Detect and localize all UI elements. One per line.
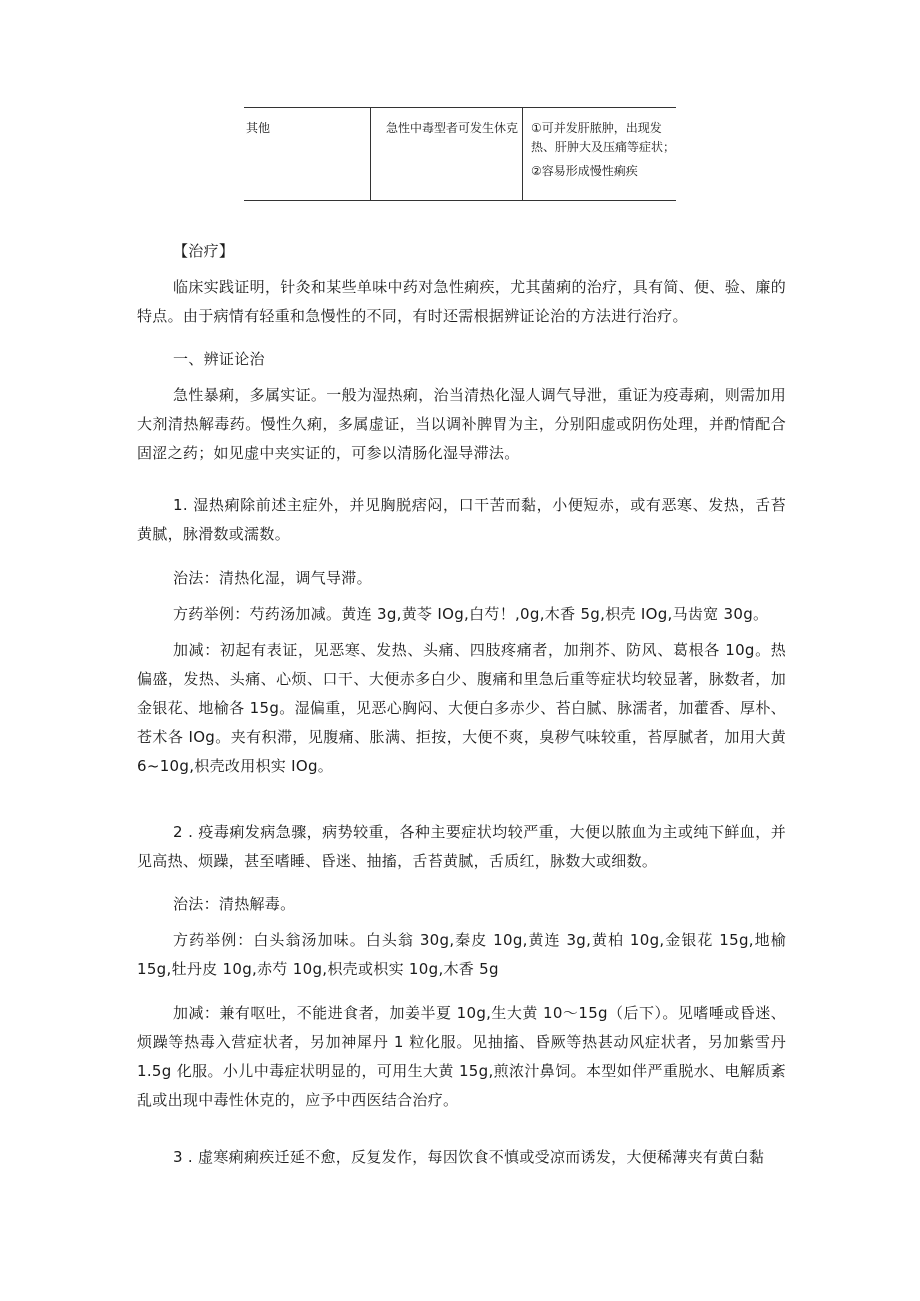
cell-text: 急性中毒型者可发生休克 xyxy=(386,121,519,135)
subsection-heading: 一、辨证论治 xyxy=(173,350,265,368)
section-heading: 【治疗】 xyxy=(173,242,235,260)
table-note: ①可并发肝脓肿，出现发热、肝肿大及压痛等症状； xyxy=(531,121,676,154)
paragraph: 3 . 虚寒痢痢疾迁延不愈，反复发作，每因饮食不慎或受凉而诱发，大便稀薄夹有黄白黏 xyxy=(173,1148,765,1166)
paragraph: 加减：兼有呕吐，不能进食者，加姜半夏 10g,生大黄 10～15g（后下）。见嗜唾或昏迷、烦躁等热毒入营症状者，另加神犀丹 1 粒化服。见抽搐、昏厥等热甚动风症状者，另加紫雪丹 1.5g 化服。小儿中毒症状明显的，可用生大黄 15g,煎浓汁鼻饲。本型如伴严重脱水、电解质紊乱或出现中毒性休克的，应予中西医结合治疗。 xyxy=(137,1004,786,1109)
paragraph: 急性暴痢，多属实证。一般为湿热痢，治当清热化湿人调气导泄，重证为疫毒痢，则需加用大剂清热解毒药。慢性久痢，多属虚证，当以调补脾胃为主，分别阳虚或阴伤处理，并酌情配合固涩之药；如见虚中夹实证的，可参以清肠化湿导滞法。 xyxy=(137,386,786,462)
paragraph: 方药举例：芍药汤加减。黄连 3g,黄苓 IOg,白芍！,0g,木香 5g,枳壳 IOg,马齿宽 30g。 xyxy=(173,605,769,623)
paragraph: 加减：初起有表证，见恶寒、发热、头痛、四肢疼痛者，加荆芥、防风、葛根各 10g。热偏盛，发热、头痛、心烦、口干、大便赤多白少、腹痛和里急后重等症状均较显著，脉数者，加金银花、地榆各 15g。湿偏重，见恶心胸闷、大便白多赤少、苔白腻、脉濡者，加藿香、厚朴、苍术各 IOg。夹有积滞，见腹痛、胀满、拒按，大便不爽，臭秽气味较重，苔厚腻者，加用大黄 6~10g,枳壳改用枳实 IOg。 xyxy=(137,641,786,775)
table-cell-type xyxy=(370,108,522,200)
table-note: ②容易形成慢性痢疾 xyxy=(531,164,638,178)
paragraph: 2 . 疫毒痢发病急骤，病势较重，各种主要症状均较严重，大便以脓血为主或纯下鲜血，并见高热、烦躁，甚至嗜睡、昏迷、抽搐，舌苔黄腻，舌质红，脉数大或细数。 xyxy=(137,823,786,870)
table-cell-notes xyxy=(522,108,676,200)
table-cell-category xyxy=(244,108,370,200)
cell-text: 其他 xyxy=(246,121,271,135)
paragraph: 治法：清热化湿，调气导滞。 xyxy=(173,569,372,587)
paragraph: 1. 湿热痢除前述主症外，并见胸脱痞闷，口干苦而黏，小便短赤，或有恶寒、发热，舌苔黄腻，脉滑数或濡数。 xyxy=(137,496,786,543)
symptom-table xyxy=(244,107,676,201)
paragraph: 临床实践证明，针灸和某些单味中药对急性痢疾，尤其菌痢的治疗，具有简、便、验、廉的特点。由于病情有轻重和急慢性的不同，有时还需根据辨证论治的方法进行治疗。 xyxy=(137,278,786,325)
paragraph: 方药举例：白头翁汤加味。白头翁 30g,秦皮 10g,黄连 3g,黄柏 10g,金银花 15g,地榆 15g,牡丹皮 10g,赤芍 10g,枳壳或枳实 10g,木香 5g xyxy=(137,931,786,978)
paragraph: 治法：清热解毒。 xyxy=(173,895,296,913)
